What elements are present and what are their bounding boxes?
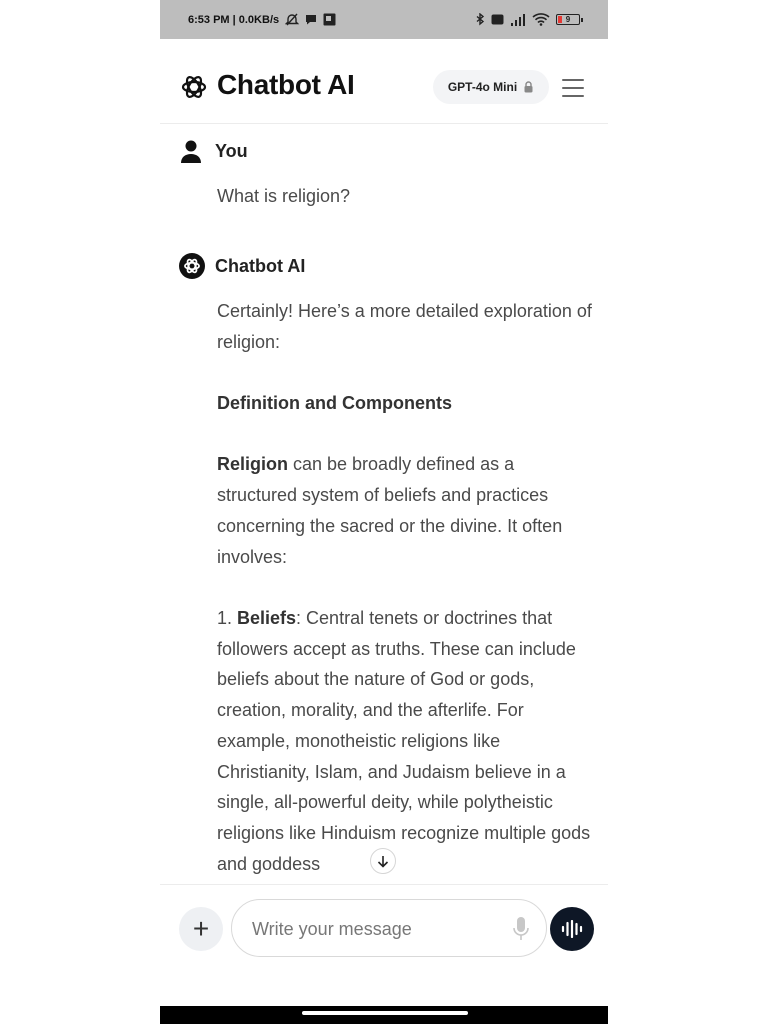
bot-message (217, 296, 595, 879)
app-header (160, 39, 608, 124)
bot-author-label: Chatbot AI (215, 256, 306, 276)
status-bar (160, 0, 608, 39)
lock-icon (523, 81, 534, 93)
person-icon (180, 140, 202, 164)
openai-logo-icon (183, 257, 201, 275)
battery-icon: 9 (556, 14, 580, 25)
bot-avatar (179, 253, 205, 279)
voice-waveform-icon (561, 920, 583, 938)
status-time: 6:53 PM | 0.0KB/s (188, 13, 280, 26)
model-name: GPT-4o Mini (447, 80, 518, 94)
bot-list-item: 1. Beliefs: Central tenets or doctrines that followers accept as truths. These can include beliefs about the nature of God or gods, creation, morality, and the afterlife. For example, monotheistic religions like Christianity, Islam, and Judaism believe in a single, all-powerful deity, while polytheistic religions like Hinduism recognize multiple gods and goddess (217, 607, 591, 874)
mic-icon[interactable] (512, 916, 530, 942)
voice-mode-button[interactable] (550, 907, 594, 951)
message-input[interactable] (250, 900, 504, 958)
attach-button[interactable]: + (179, 907, 223, 951)
home-indicator[interactable] (302, 1011, 468, 1015)
phone-screen (160, 0, 608, 1024)
alarm-off-icon (285, 13, 299, 26)
arrow-down-icon (377, 855, 389, 868)
user-message-text: What is religion? (217, 186, 351, 206)
openai-logo-icon (180, 73, 208, 101)
app-notification-icon (323, 13, 336, 26)
volte-icon (491, 14, 504, 25)
bot-intro: Certainly! Here’s a more detailed exploration of religion: (217, 301, 592, 352)
bot-heading: Definition and Components (217, 393, 452, 414)
bot-definition: Religion can be broadly defined as a structured system of beliefs and practices concerning the sacred or the divine. It often involves: (217, 454, 563, 567)
wifi-icon (532, 13, 550, 26)
system-nav-bar (160, 1006, 608, 1024)
menu-icon[interactable] (562, 79, 584, 97)
user-author-label: You (215, 141, 248, 161)
signal-icon (510, 14, 526, 26)
scroll-down-button[interactable] (370, 848, 396, 874)
model-selector[interactable] (433, 70, 549, 104)
chat-bubble-icon (305, 14, 317, 25)
composer (160, 884, 608, 1006)
user-message (217, 181, 595, 212)
message-input-wrapper (231, 899, 547, 957)
bluetooth-icon (476, 13, 485, 26)
app-title: Chatbot AI (217, 69, 355, 100)
